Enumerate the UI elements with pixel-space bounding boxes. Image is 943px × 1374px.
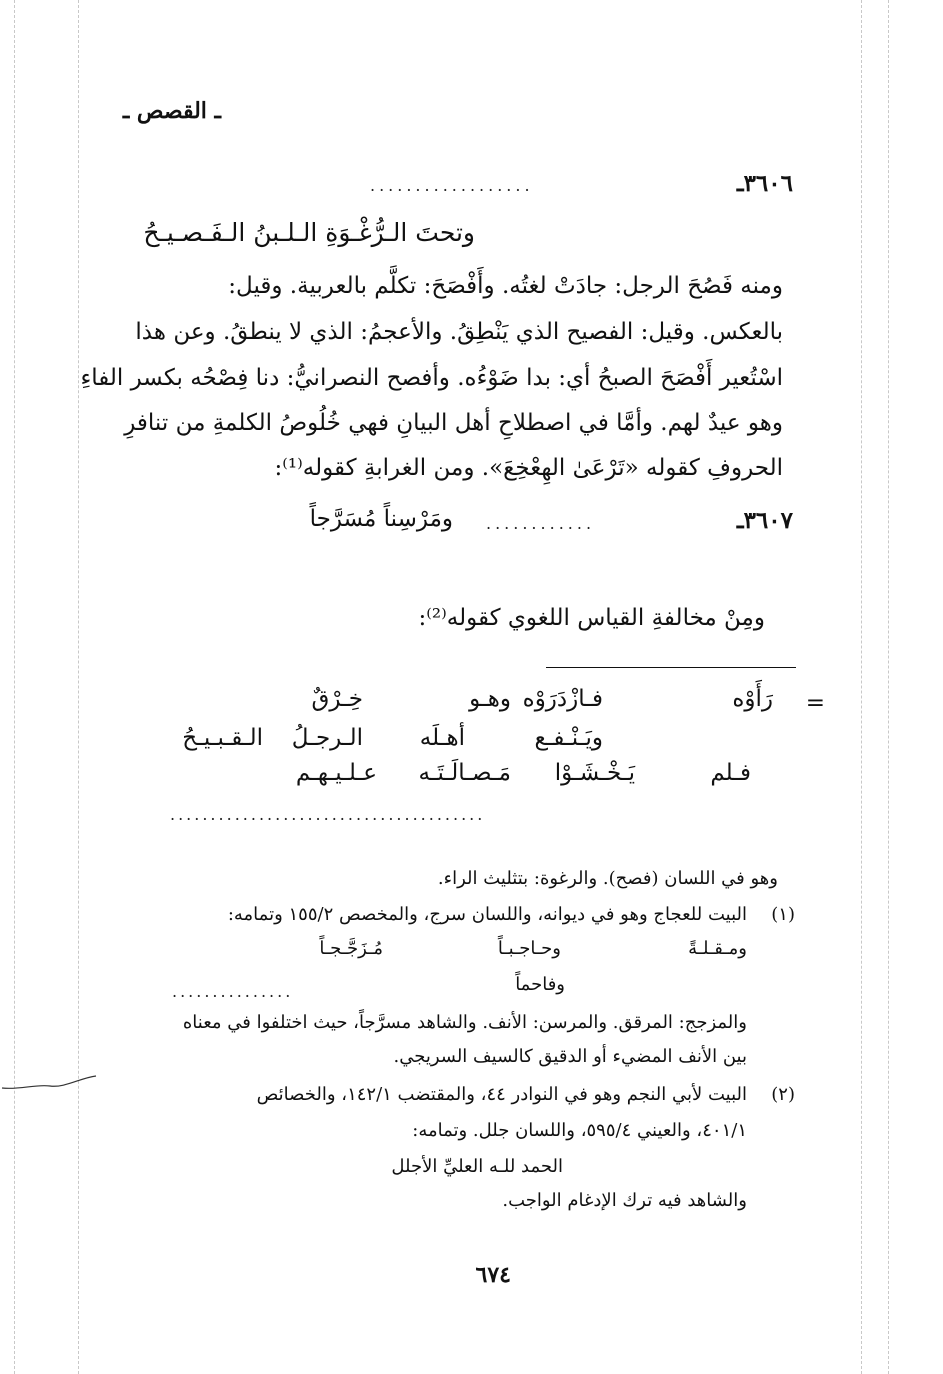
running-header: ـ القصص ـ bbox=[122, 98, 221, 124]
poem-word: مَـصـالَـتَـه bbox=[418, 760, 511, 786]
poem-dots: ....................................... bbox=[170, 805, 486, 824]
poem-word: الـقـبـيـحُ bbox=[182, 725, 263, 751]
commentary-line: اسْتُعير أَفْصَحَ الصبحُ أي: بدا ضَوْءُه. وأفصح النصرانيُّ: دنا فِصْحُه بكسر الفاءِ bbox=[80, 365, 783, 391]
verse-line: وتحتَ الـرُّغْـوَةِ الـلـبنُ الـفَـصـيـحُ bbox=[143, 218, 475, 247]
commentary-line: وهو عيدٌ لهم. وأمَّا في اصطلاحِ أهل البيانِ فهي خُلُوصُ الكلمةِ من تنافرِ bbox=[124, 410, 783, 436]
continuation-mark: = bbox=[805, 690, 825, 716]
footnote-text: والشاهد فيه ترك الإدغام الواجب. bbox=[502, 1190, 747, 1211]
poem-word: خِـرْقٌ bbox=[311, 686, 363, 712]
verse-number: ٣٦٠٦ـ bbox=[736, 170, 793, 197]
poem-word: الـرجـلُ bbox=[291, 725, 363, 751]
poem-word: يَـخْـشَـوْا bbox=[554, 760, 635, 786]
commentary-line: ومنه فَصُحَ الرجل: جادَتْ لغتُه. وأَفْصَحَ: تكلَّم بالعربية. وقيل: bbox=[228, 273, 783, 299]
footnote-dots: ............... bbox=[172, 982, 294, 1001]
footnote-text: البيت للعجاج وهو في ديوانه، واللسان سرج، والمخصص ١٥٥/٢ وتمامه: bbox=[227, 904, 747, 925]
footnote-text: البيت لأبي النجم وهو في النوادر ٤٤، والمقتضب ١٤٢/١، والخصائص bbox=[256, 1084, 747, 1105]
poem-overline bbox=[546, 667, 796, 668]
poem-word: رَأَوْه bbox=[732, 686, 773, 712]
footnote-verse-word: مُـزَجَّـجـاً bbox=[319, 938, 383, 959]
poem-word: وهـو bbox=[469, 686, 511, 712]
footnote-verse-word: وفاحماً bbox=[515, 974, 565, 995]
commentary-line: الحروفِ كقوله «تَرْعَىٰ الهِعْخِعَ». ومن الغرابةِ كقوله⁽¹⁾: bbox=[274, 455, 783, 481]
page-number: ٦٧٤ bbox=[475, 1262, 511, 1288]
poem-word: ويَـنْـفـع bbox=[534, 725, 603, 751]
footnote-text: والمزجج: المرقق. والمرسن: الأنف. والشاهد مسرَّجاً، حيث اختلفوا في معناه bbox=[182, 1012, 747, 1033]
footnote-verse-word: وحـاجـبـاً bbox=[497, 938, 561, 959]
margin-guide-line bbox=[14, 0, 15, 1374]
poem-word: عـلـيـهـم bbox=[295, 760, 377, 786]
poem-word: أهـلَه bbox=[419, 725, 465, 751]
poem-word: فـازْدَرَوْه bbox=[522, 686, 603, 712]
commentary-line: بالعكس. وقيل: الفصيح الذي يَنْطِقُ. والأعجمُ: الذي لا ينطقُ. وعن هذا bbox=[135, 319, 783, 345]
margin-guide-line bbox=[861, 0, 862, 1374]
footnote-number: (١) bbox=[771, 904, 795, 925]
verse-dots: ............ bbox=[486, 514, 596, 533]
intro-line: ومِنْ مخالفةِ القياس اللغوي كقوله⁽²⁾: bbox=[418, 605, 765, 631]
verse-dots: .................. bbox=[370, 176, 534, 195]
footnote-text: بين الأنف المضيء أو الدقيق كالسيف السريجي. bbox=[393, 1046, 747, 1067]
margin-scribble bbox=[0, 1070, 100, 1100]
poem-word: فـلم bbox=[710, 760, 751, 786]
footnote-verse: الحمد للـه العليِّ الأجلل bbox=[391, 1156, 563, 1177]
footnote-number: (٢) bbox=[771, 1084, 795, 1105]
footnote-verse-word: ومـقـلـةً bbox=[688, 938, 747, 959]
margin-guide-line bbox=[78, 0, 79, 1374]
verse-line: ومَرْسِناً مُسَرَّجاً bbox=[309, 506, 453, 532]
margin-guide-line bbox=[888, 0, 889, 1374]
footnote-carry: وهو في اللسان (فصح). والرغوة: بتثليث الراء. bbox=[437, 868, 778, 889]
footnote-text: ٤٠١/١، والعيني ٥٩٥/٤، واللسان جلل. وتمامه: bbox=[412, 1120, 747, 1141]
verse-number: ٣٦٠٧ـ bbox=[736, 507, 793, 534]
